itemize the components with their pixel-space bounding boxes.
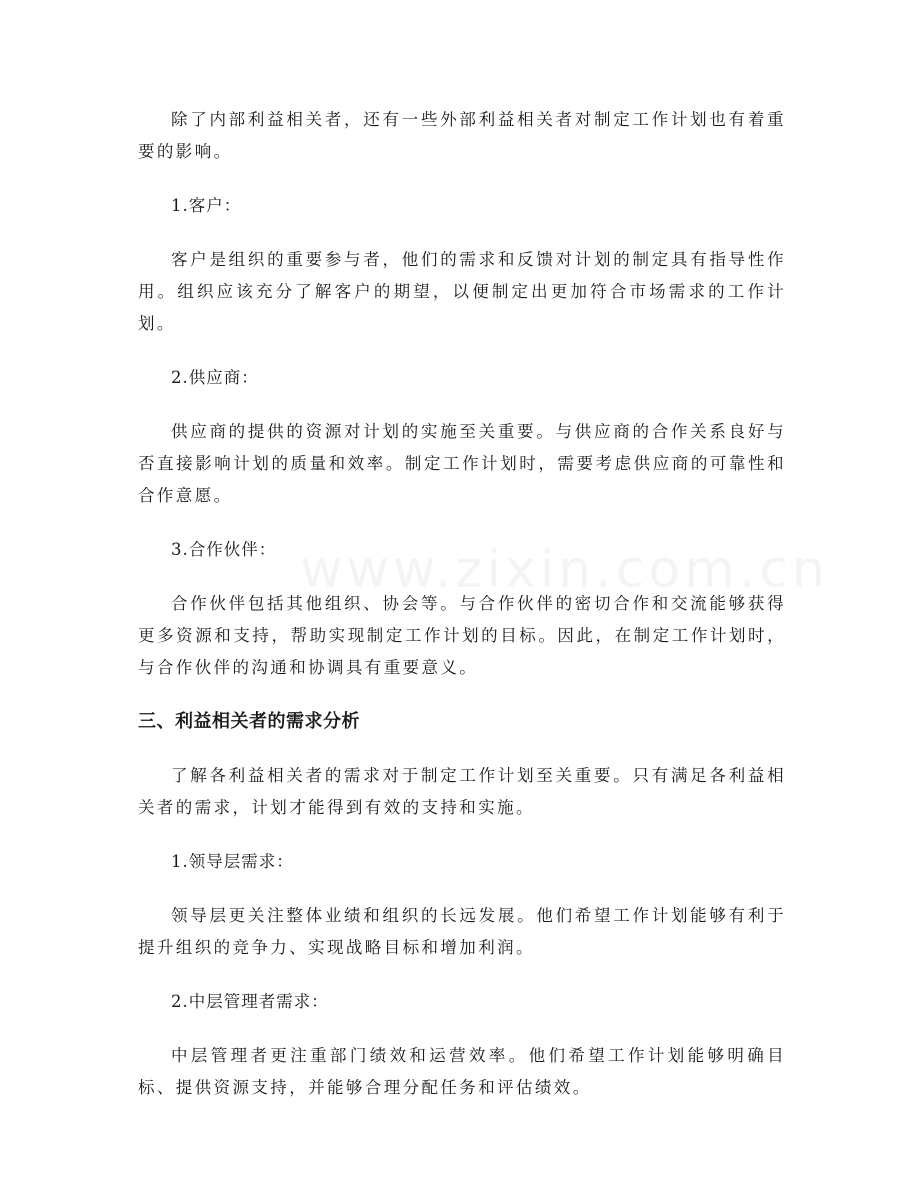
section-intro-paragraph: 了解各利益相关者的需求对于制定工作计划至关重要。只有满足各利益相关者的需求，计划才能得到有效的支持和实施。 — [138, 766, 786, 817]
customer-paragraph: 客户是组织的重要参与者，他们的需求和反馈对计划的制定具有指导性作用。组织应该充分了解客户的期望，以便制定出更加符合市场需求的工作计划。 — [138, 250, 786, 333]
section-heading: 三、利益相关者的需求分析 — [138, 711, 360, 732]
customer-title: 1.客户： — [171, 196, 242, 215]
middle-manager-needs-title: 2.中层管理者需求： — [171, 992, 329, 1011]
document-body — [138, 104, 786, 1104]
leadership-needs-paragraph: 领导层更关注整体业绩和组织的长远发展。他们希望工作计划能够有利于提升组织的竞争力、实现战略目标和增加利润。 — [138, 906, 786, 957]
supplier-paragraph: 供应商的提供的资源对计划的实施至关重要。与供应商的合作关系良好与否直接影响计划的质量和效率。制定工作计划时，需要考虑供应商的可靠性和合作意愿。 — [138, 422, 786, 505]
partner-title: 3.合作伙伴： — [171, 540, 277, 559]
leadership-needs-title: 1.领导层需求： — [171, 852, 294, 871]
partner-paragraph: 合作伙伴包括其他组织、协会等。与合作伙伴的密切合作和交流能够获得更多资源和支持，帮助实现制定工作计划的目标。因此，在制定工作计划时，与合作伙伴的沟通和协调具有重要意义。 — [138, 594, 786, 677]
middle-manager-needs-paragraph: 中层管理者更注重部门绩效和运营效率。他们希望工作计划能够明确目标、提供资源支持，并能够合理分配任务和评估绩效。 — [138, 1046, 786, 1097]
supplier-title: 2.供应商： — [171, 368, 259, 387]
intro-paragraph: 除了内部利益相关者，还有一些外部利益相关者对制定工作计划也有着重要的影响。 — [138, 110, 786, 161]
